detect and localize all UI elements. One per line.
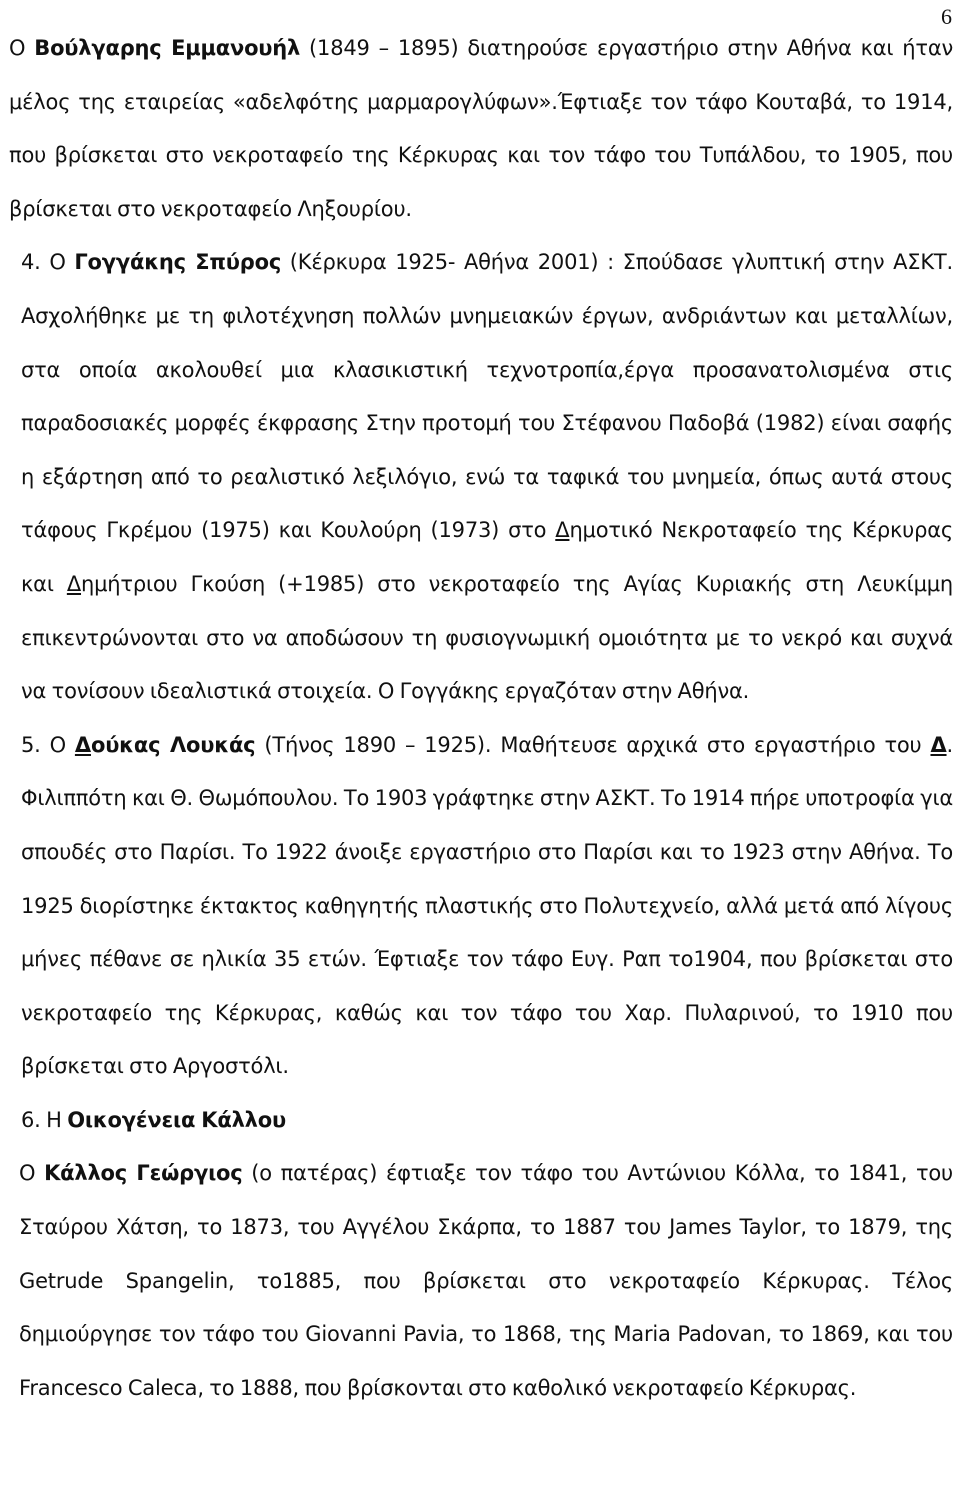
underlined-letter: Δ (74, 732, 91, 757)
underlined-letter: Δ (555, 518, 570, 543)
paragraph-doukas (7, 719, 953, 1094)
name-rest: ούκας Λουκάς (90, 732, 256, 757)
text-run: (ο πατέρας) έφτιαξε τον τάφο του Αντώνιου Κόλλα, το 1841, του Σταύρου Χάτση, το 1873, του Αγγέλου Σκάρπα, το 1887 του James Taylor, το 1879, της Getrude Spangelin, το1885, που βρίσκεται στο νεκροταφείο Κέρκυρας. Τέλος δημιούργησε τον τάφο του Giovanni Pavia, το 1868, της Maria Padovan, το 1869, και του Francesco Caleca, το 1888, που βρίσκονται στο καθολικό νεκροταφείο Κέρκυρας. (19, 1161, 953, 1400)
person-name-kallos: Κάλλος Γεώργιος (44, 1161, 243, 1186)
person-name-doukas (75, 733, 256, 757)
text-run: Ο (9, 36, 35, 60)
person-name-voulgaris: Βούλγαρης Εμμανουήλ (34, 36, 301, 60)
document-body (7, 22, 953, 1415)
paragraph-kallos (7, 1147, 953, 1415)
person-name-gongakis: Γογγάκης Σπύρος (74, 250, 282, 275)
paragraph-voulgaris (7, 22, 953, 236)
text-run: ημήτριου Γκούση (+1985) στο νεκροταφείο της Αγίας Κυριακής στη Λευκίμμη επικεντρώνονται στο να αποδώσουν τη φυσιογνωμική ομοιότητα με το νεκρό και συχνά να τονίσουν ιδεαλιστικά στοιχεία. Ο Γογγάκης εργαζόταν στην Αθήνα. (21, 571, 954, 704)
text-run: Ο (19, 1161, 45, 1186)
section-number-6: 6. Η (21, 1107, 68, 1132)
section-number-4: 4. Ο (21, 250, 75, 275)
text-run: (1849 – 1895) διατηρούσε εργαστήριο στην Αθήνα και ήταν μέλος της εταιρείας «αδελφότης μαρμαρογλύφων».Έφτιαξε τον τάφο Κουταβά, το 1914, που βρίσκεται στο νεκροταφείο της Κέρκυρας και τον τάφο του Τυπάλδου, το 1905, που βρίσκεται στο νεκροταφείο Ληξουρίου. (9, 36, 953, 221)
text-run: (Κέρκυρα 1925- Αθήνα 2001) : Σπούδασε γλυπτική στην ΑΣΚΤ. Ασχολήθηκε με τη φιλοτέχνηση πολλών μνημειακών έργων, ανδριάντων και μεταλλίων, στα οποία ακολουθεί μια κλασικιστική τεχνοτροπία,έργα προσανατολισμένα στις παραδοσιακές μορφές έκφρασης Στην προτομή του Στέφανου Παδοβά (1982) είναι σαφής η εξάρτηση από το ρεαλιστικό λεξιλόγιο, ενώ τα ταφικά του μνημεία, όπως αυτά στους τάφους Γκρέμου (1975) και Κουλούρη (1973) στο (21, 250, 953, 543)
text-run: . Φιλιππότη και Θ. Θωμόπουλου. Το 1903 γράφτηκε στην ΑΣΚΤ. Το 1914 πήρε υποτροφία για σπουδές στο Παρίσι. Το 1922 άνοιξε εργαστήριο στο Παρίσι και το 1923 στην Αθήνα. Το 1925 διορίστηκε έκτακτος καθηγητής πλαστικής στο Πολυτεχνείο, αλλά μετά από λίγους μήνες πέθανε σε ηλικία 35 ετών. Έφτιαξε τον τάφο Ευγ. Ραπ το1904, που βρίσκεται στο νεκροταφείο της Κέρκυρας, καθώς και τον τάφο του Χαρ. Πυλαρινού, το 1910 που βρίσκεται στο Αργοστόλι. (21, 732, 954, 1079)
section-heading-kallos-family (7, 1094, 953, 1148)
underlined-letter: Δ (930, 732, 947, 757)
section-number-5: 5. Ο (21, 732, 75, 757)
section-title: Οικογένεια Κάλλου (67, 1107, 286, 1132)
underlined-letter: Δ (66, 571, 82, 596)
text-run: (Τήνος 1890 – 1925). Μαθήτευσε αρχικά στο εργαστήριο του (255, 732, 931, 757)
paragraph-gongakis (7, 236, 953, 718)
text-run: ημοτικό Νεκροταφείο της Κέρκυρας και (21, 518, 953, 596)
page-number: 6 (941, 4, 952, 29)
